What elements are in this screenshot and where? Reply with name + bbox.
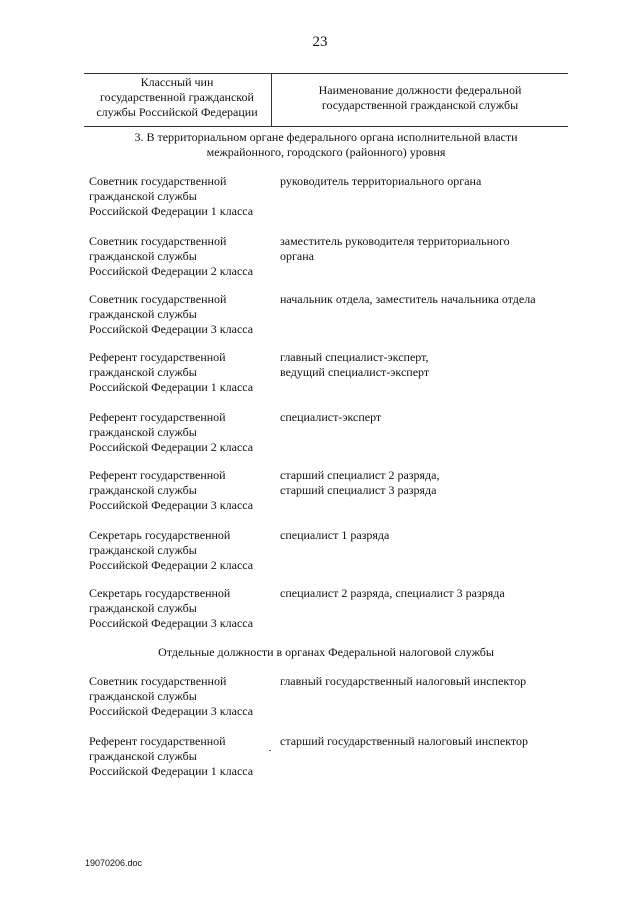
- position-cell: [280, 586, 570, 601]
- rank-cell: [89, 734, 274, 779]
- rank-line: Российской Федерации 3 класса: [89, 498, 254, 512]
- rank-line: Российской Федерации 3 класса: [89, 616, 254, 630]
- position-line: специалист 1 разряда: [280, 528, 390, 542]
- position-line: главный государственный налоговый инспектор: [280, 674, 527, 688]
- column-header-class-rank: [84, 75, 270, 120]
- column-header-line: службы Российской Федерации: [96, 105, 258, 119]
- position-line: руководитель территориального органа: [280, 174, 482, 188]
- rank-line: гражданской службы: [89, 249, 197, 263]
- rank-line: Российской Федерации 2 класса: [89, 264, 254, 278]
- position-line: начальник отдела, заместитель начальника отдела: [280, 292, 536, 306]
- position-cell: [280, 350, 570, 380]
- rank-cell: [89, 586, 274, 631]
- rank-line: гражданской службы: [89, 365, 197, 379]
- table-header-top-rule: [84, 73, 568, 74]
- rank-line: Референт государственной: [89, 468, 226, 482]
- column-header-line: государственной гражданской: [100, 90, 254, 104]
- position-line: ведущий специалист-эксперт: [280, 365, 430, 379]
- position-cell: [280, 234, 570, 264]
- position-line: старший специалист 2 разряда,: [280, 468, 440, 482]
- rank-line: Российской Федерации 3 класса: [89, 322, 254, 336]
- table-header-bottom-rule: [84, 126, 568, 127]
- position-cell: [280, 410, 570, 425]
- rank-cell: [89, 292, 274, 337]
- rank-line: Референт государственной: [89, 410, 226, 424]
- rank-line: Секретарь государственной: [89, 586, 231, 600]
- position-line: заместитель руководителя территориального: [280, 234, 510, 248]
- rank-line: гражданской службы: [89, 689, 197, 703]
- rank-line: гражданской службы: [89, 543, 197, 557]
- section-title-line: межрайонного, городского (районного) уровня: [206, 145, 446, 159]
- position-line: специалист-эксперт: [280, 410, 382, 424]
- section-title-tax-service: [84, 645, 568, 660]
- section-title-line: Отдельные должности в органах Федеральной налоговой службы: [158, 645, 494, 659]
- position-line: главный специалист-эксперт,: [280, 350, 429, 364]
- position-cell: [280, 292, 570, 307]
- rank-line: Референт государственной: [89, 350, 226, 364]
- position-line: старший государственный налоговый инспектор: [280, 734, 529, 748]
- column-header-line: Классный чин: [140, 75, 214, 89]
- rank-line: Советник государственной: [89, 292, 227, 306]
- rank-cell: [89, 174, 274, 219]
- rank-line: Российской Федерации 2 класса: [89, 440, 254, 454]
- rank-cell: [89, 234, 274, 279]
- section-title-line: 3. В территориальном органе федерального органа исполнительной власти: [134, 130, 518, 144]
- rank-line: Секретарь государственной: [89, 528, 231, 542]
- position-cell: [280, 528, 570, 543]
- rank-cell: [89, 528, 274, 573]
- position-cell: [280, 174, 570, 189]
- position-line: специалист 2 разряда, специалист 3 разряда: [280, 586, 505, 600]
- column-header-position-name: [272, 83, 568, 113]
- rank-line: Российской Федерации 2 класса: [89, 558, 254, 572]
- rank-line: Российской Федерации 1 класса: [89, 764, 254, 778]
- rank-line: Российской Федерации 3 класса: [89, 704, 254, 718]
- rank-line: гражданской службы: [89, 749, 197, 763]
- rank-line: Российской Федерации 1 класса: [89, 204, 254, 218]
- position-line: органа: [280, 249, 314, 263]
- rank-cell: [89, 350, 274, 395]
- rank-line: гражданской службы: [89, 189, 197, 203]
- rank-line: Российской Федерации 1 класса: [89, 380, 254, 394]
- rank-line: гражданской службы: [89, 483, 197, 497]
- rank-line: Советник государственной: [89, 674, 227, 688]
- document-filename: 19070206.doc: [85, 858, 143, 868]
- position-cell: [280, 734, 570, 749]
- rank-cell: [89, 468, 274, 513]
- rank-line: Советник государственной: [89, 174, 227, 188]
- rank-cell: [89, 674, 274, 719]
- section-title-territorial: [84, 130, 568, 160]
- page-number: 23: [312, 34, 328, 50]
- position-cell: [280, 468, 570, 498]
- column-header-line: государственной гражданской службы: [321, 98, 519, 112]
- column-header-line: Наименование должности федеральной: [318, 83, 522, 97]
- rank-line: Советник государственной: [89, 234, 227, 248]
- rank-line: гражданской службы: [89, 601, 197, 615]
- rank-line: Референт государственной: [89, 734, 226, 748]
- rank-line: гражданской службы: [89, 425, 197, 439]
- scan-artifact: [269, 750, 271, 751]
- rank-line: гражданской службы: [89, 307, 197, 321]
- rank-cell: [89, 410, 274, 455]
- position-cell: [280, 674, 570, 689]
- position-line: старший специалист 3 разряда: [280, 483, 437, 497]
